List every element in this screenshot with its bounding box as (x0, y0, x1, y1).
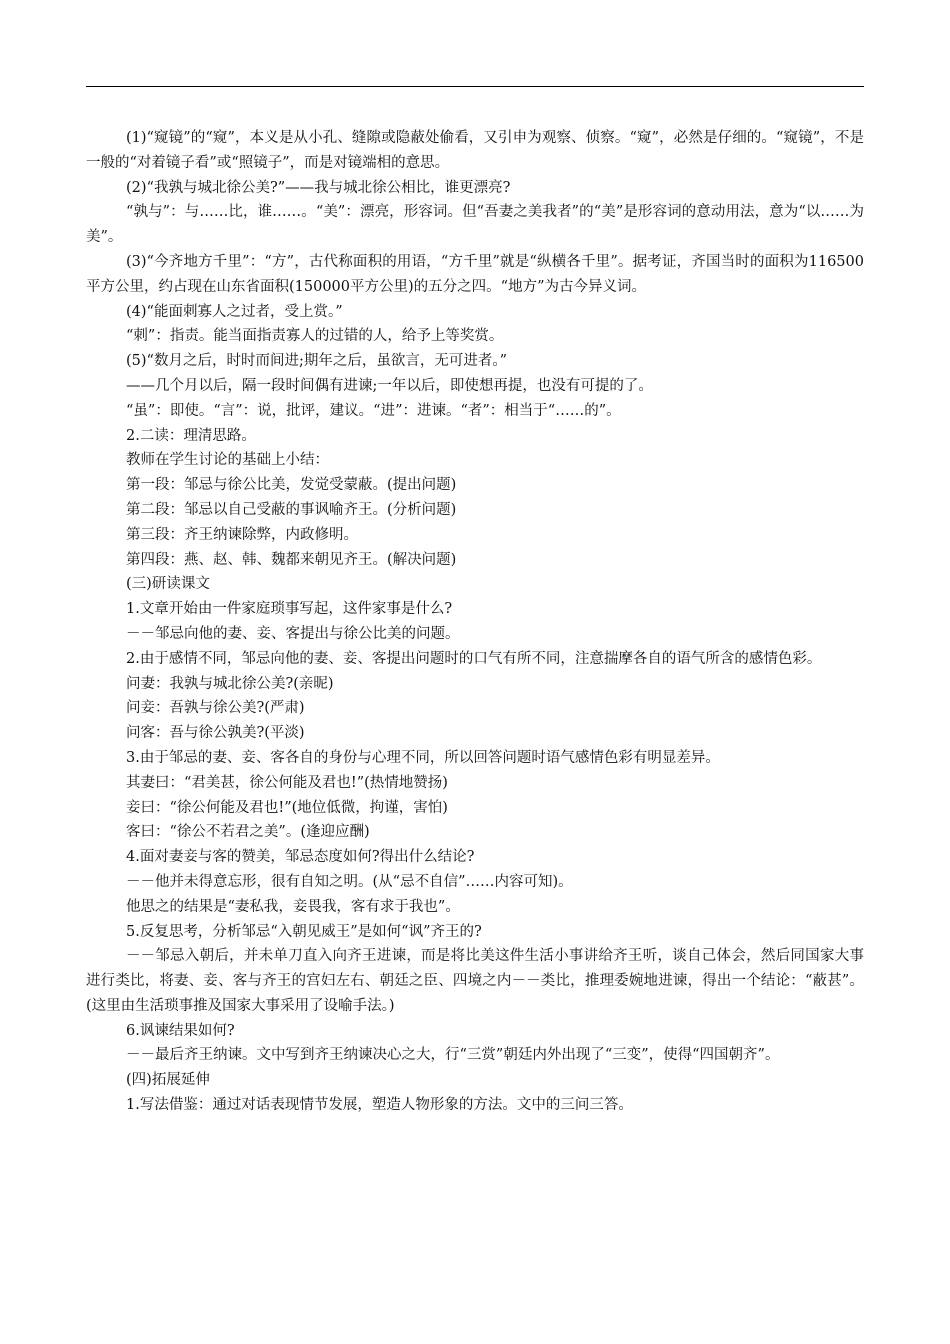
paragraph: 2.由于感情不同，邹忌向他的妻、妾、客提出问题时的口气有所不同，注意揣摩各自的语气所含的感情色彩。 (126, 650, 822, 667)
section-heading: (三)研读课文 (126, 576, 210, 593)
header-rule (86, 86, 864, 87)
paragraph: 5.反复思考，分析邹忌“入朝见威王”是如何“讽”齐王的? (126, 923, 482, 940)
paragraph: 第四段：燕、赵、韩、魏都来朝见齐王。(解决问题) (126, 551, 457, 568)
paragraph: ——几个月以后，隔一段时间偶有进谏;一年以后，即使想再提，也没有可提的了。 (126, 377, 653, 394)
paragraph: “孰与”：与……比，谁……。“美”：漂亮，形容词。但“吾妻之美我者”的“美”是形容词的意动用法，意为“以……为美”。 (86, 204, 864, 246)
paragraph: (3)“今齐地方千里”：“方”，古代称面积的用语，“方千里”就是“纵横各千里”。据考证，齐国当时的面积为116500平方公里，约占现在山东省面积(150000平方公里)的五分之四。“地方”为古今异义词。 (86, 253, 864, 295)
paragraph: 其妻曰：“君美甚，徐公何能及君也!”(热情地赞扬) (126, 774, 448, 791)
document-body (86, 126, 864, 1118)
paragraph: －－他并未得意忘形，很有自知之明。(从“忌不自信”……内容可知)。 (126, 873, 573, 890)
paragraph: 第二段：邹忌以自己受蔽的事讽喻齐王。(分析问题) (126, 501, 457, 518)
paragraph: 客曰：“徐公不若君之美”。(逢迎应酬) (126, 824, 370, 841)
paragraph: 1.写法借鉴：通过对话表现情节发展，塑造人物形象的方法。文中的三问三答。 (126, 1097, 633, 1114)
paragraph: (5)“数月之后，时时而间进;期年之后，虽欲言，无可进者。” (126, 353, 507, 370)
paragraph: 他思之的结果是“妻私我，妾畏我，客有求于我也”。 (126, 898, 460, 915)
section-heading: (四)拓展延伸 (126, 1072, 210, 1089)
paragraph: 问妾：吾孰与徐公美?(严肃) (126, 700, 305, 717)
paragraph: 6.讽谏结果如何? (126, 1022, 235, 1039)
paragraph: 问妻：我孰与城北徐公美?(亲昵) (126, 675, 334, 692)
paragraph: (1)“窥镜”的“窥”，本义是从小孔、缝隙或隐蔽处偷看，又引申为观察、侦察。“窥”，必然是仔细的。“窥镜”，不是一般的“对着镜子看”或“照镜子”，而是对镜端相的意思。 (86, 130, 864, 171)
paragraph: －－最后齐王纳谏。文中写到齐王纳谏决心之大，行“三赏”朝廷内外出现了“三变”，使得“四国朝齐”。 (126, 1047, 780, 1064)
paragraph: “虽”：即使。“言”：说，批评，建议。“进”：进谏。“者”：相当于“……的”。 (126, 402, 621, 419)
paragraph: “刺”：指责。能当面指责寡人的过错的人，给予上等奖赏。 (126, 328, 504, 345)
paragraph: 1.文章开始由一件家庭琐事写起，这件家事是什么? (126, 601, 453, 618)
paragraph: －－邹忌入朝后，并未单刀直入向齐王进谏，而是将比美这件生活小事讲给齐王听，谈自己体会，然后同国家大事进行类比，将妻、妾、客与齐王的宫妇左右、朝廷之臣、四境之内－－类比，推理委婉地进谏，得出一个结论：“蔽甚”。(这里由生活琐事推及国家大事采用了设喻手法。) (86, 948, 864, 1014)
paragraph: 第三段：齐王纳谏除弊，内政修明。 (126, 526, 358, 543)
paragraph: 第一段：邹忌与徐公比美，发觉受蒙蔽。(提出问题) (126, 477, 457, 494)
paragraph: (4)“能面刺寡人之过者，受上赏。” (126, 303, 343, 320)
paragraph: 教师在学生讨论的基础上小结： (126, 452, 329, 469)
paragraph: 问客：吾与徐公孰美?(平淡) (126, 725, 305, 742)
paragraph: 妾曰：“徐公何能及君也!”(地位低微，拘谨，害怕) (126, 799, 448, 816)
paragraph: (2)“我孰与城北徐公美?”——我与城北徐公相比，谁更漂亮? (126, 179, 511, 196)
paragraph: 2.二读：理清思路。 (126, 427, 256, 444)
paragraph: 3.由于邹忌的妻、妾、客各自的身份与心理不同，所以回答问题时语气感情色彩有明显差异。 (126, 749, 720, 766)
paragraph: 4.面对妻妾与客的赞美，邹忌态度如何?得出什么结论? (126, 849, 475, 866)
paragraph: －－邹忌向他的妻、妾、客提出与徐公比美的问题。 (126, 625, 460, 642)
